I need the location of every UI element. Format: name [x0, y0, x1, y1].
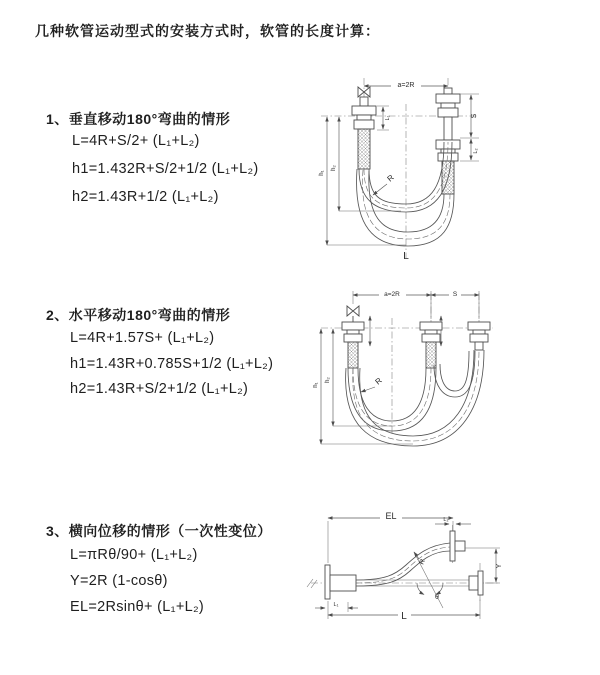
angle-label: θ	[435, 594, 439, 601]
hose-wall	[346, 350, 484, 446]
pipe-collar	[330, 575, 356, 591]
dim-s-label: S	[452, 291, 458, 298]
section-2-formula-h1: h1=1.43R+0.785S+1/2 (L₁+L₂)	[70, 356, 274, 372]
fitting-collar	[347, 330, 359, 334]
dim-l1-label: L₁	[385, 115, 391, 121]
dim-s-label: S	[471, 113, 478, 119]
section-2-formula-L: L=4R+1.57S+ (L₁+L₂)	[70, 330, 215, 346]
fitting-nut	[352, 106, 376, 115]
section-3-formula-L: L=πRθ/90+ (L₁+L₂)	[70, 547, 198, 563]
hose-wall	[359, 142, 452, 212]
radius-leader	[361, 387, 375, 392]
fitting-nut	[344, 334, 362, 342]
fitting-nut	[342, 322, 364, 330]
section-2-formula-h2: h2=1.43R+S/2+1/2 (L₁+L₂)	[70, 381, 249, 397]
dim-el-label: EL	[385, 511, 397, 521]
page-title: 几种软管运动型式的安装方式时，软管的长度计算：	[35, 23, 380, 39]
pipe-break-mark	[307, 579, 317, 588]
fitting-nut	[436, 94, 460, 103]
dim-h1-label: h₁	[313, 382, 319, 388]
hose-wall	[356, 543, 450, 580]
radius-label: R	[385, 172, 396, 184]
section-3-formula-EL: EL=2Rsinθ+ (L₁+L₂)	[70, 599, 205, 615]
section-2-heading: 2、水平移动180°弯曲的情形	[46, 307, 231, 323]
angle-arc	[436, 583, 443, 595]
fitting-collar	[425, 330, 437, 334]
braid-section	[426, 342, 436, 368]
flange-plate	[325, 565, 330, 599]
fitting-collar	[441, 103, 455, 108]
dim-h2-label: h₂	[325, 377, 331, 383]
hose-wall	[369, 171, 444, 232]
flange-plate	[450, 531, 455, 561]
dim-h1-label: h₁	[319, 170, 325, 176]
fitting-stem	[444, 88, 452, 94]
angle-arc	[417, 583, 424, 595]
fitting-pipe	[444, 117, 452, 140]
radius-leader	[373, 184, 387, 195]
radius-label: R	[418, 558, 427, 566]
diagram-vertical-180-bend	[313, 68, 598, 268]
fitting-nut	[438, 153, 458, 161]
fitting-nut	[438, 108, 458, 117]
braid-section	[348, 342, 358, 368]
hose-wall	[356, 551, 450, 586]
section-1-formula-h1: h1=1.432R+S/2+1/2 (L₁+L₂)	[72, 161, 259, 177]
fitting-nut	[468, 322, 490, 330]
fitting-nut	[420, 322, 442, 330]
dim-a2r-label: a=2R	[384, 291, 400, 298]
dim-l1-label: L₁	[333, 602, 339, 608]
pipe-collar	[469, 576, 478, 590]
dim-y-label: Y	[496, 563, 503, 569]
fitting-collar	[357, 115, 371, 120]
section-3-formula-Y: Y=2R (1-cosθ)	[70, 573, 168, 589]
fitting-nut	[354, 120, 374, 129]
section-1-formula-L: L=4R+S/2+ (L₁+L₂)	[72, 133, 200, 149]
valve-icon	[347, 306, 359, 316]
section-3-heading: 3、横向位移的情形（一次性变位）	[46, 523, 272, 539]
dim-h2-label: h₂	[331, 165, 337, 171]
hose-wall	[440, 351, 469, 391]
extension-line	[328, 521, 453, 563]
hose-centerline	[356, 547, 450, 583]
section-1-formula-h2: h2=1.43R+1/2 (L₁+L₂)	[72, 189, 219, 205]
section-1-heading: 1、垂直移动180°弯曲的情形	[46, 111, 231, 127]
radius-label: R	[373, 375, 384, 387]
fitting-nut	[470, 334, 488, 342]
hose-wall	[357, 169, 454, 246]
diagram-horizontal-180-bend	[313, 285, 598, 460]
dim-a2r-label: a=2R	[397, 82, 415, 89]
flange-stub	[455, 541, 465, 551]
fitting-nut	[422, 334, 440, 342]
flange-plate	[478, 571, 483, 595]
diagram-lateral-displacement	[303, 505, 598, 660]
fitting-collar	[473, 330, 485, 334]
hose-wall	[369, 142, 444, 204]
braid-section	[358, 129, 370, 169]
dim-l2-label: L₂	[443, 517, 449, 523]
fitting-stub	[475, 342, 483, 350]
fitting-stem	[360, 97, 368, 106]
dim-l2-label: L₂	[473, 148, 479, 154]
dim-l-label: L	[401, 611, 407, 622]
length-label: L	[403, 251, 409, 262]
